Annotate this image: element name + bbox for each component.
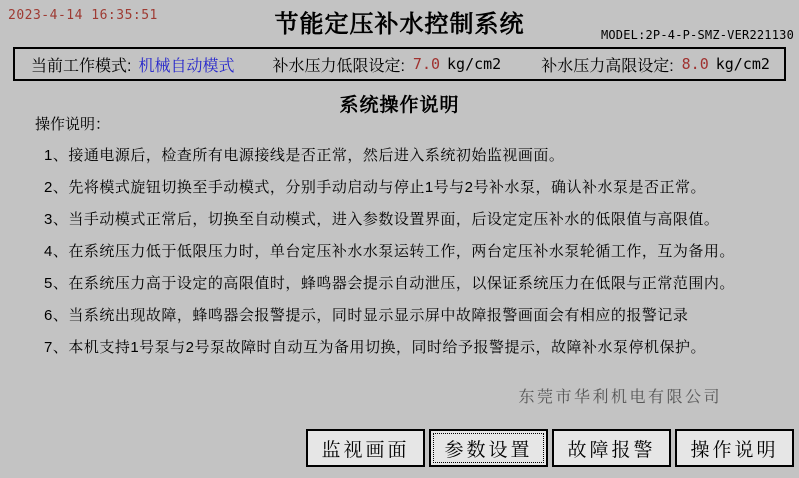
- instruction-item-5: 5、在系统压力高于设定的高限值时，蜂鸣器会提示自动泄压，以保证系统压力在低限与正常范围内。: [44, 275, 735, 292]
- nav-alarm-button[interactable]: 故障报警: [552, 429, 671, 467]
- page-title: 节能定压补水控制系统: [274, 11, 525, 38]
- high-limit-label: 补水压力高限设定:: [541, 57, 674, 75]
- instruction-item-4: 4、在系统压力低于低限压力时，单台定压补水水泵运转工作，两台定压补水泵轮循工作，互为备用。: [44, 243, 735, 260]
- nav-help-button[interactable]: 操作说明: [675, 429, 794, 467]
- nav-monitor-button[interactable]: 监视画面: [306, 429, 425, 467]
- instruction-item-7: 7、本机支持1号泵与2号泵故障时自动互为备用切换，同时给予报警提示，故障补水泵停机保护。: [44, 339, 707, 356]
- status-bar: [13, 47, 786, 81]
- low-limit-label: 补水压力低限设定:: [272, 57, 405, 75]
- instruction-item-6: 6、当系统出现故障，蜂鸣器会报警提示，同时显示显示屏中故障报警画面会有相应的报警记录: [44, 307, 689, 324]
- low-limit-unit: kg/cm2: [447, 55, 502, 73]
- work-mode-label: 当前工作模式:: [31, 57, 132, 75]
- instructions-intro: 操作说明：: [35, 116, 111, 133]
- timestamp: 2023-4-14 16:35:51: [8, 8, 158, 23]
- instruction-item-2: 2、先将模式旋钮切换至手动模式，分别手动启动与停止1号与2号补水泵，确认补水泵是否正常。: [44, 179, 707, 196]
- high-limit-unit: kg/cm2: [715, 55, 770, 73]
- instruction-item-3: 3、当手动模式正常后，切换至自动模式，进入参数设置界面，后设定定压补水的低限值与高限值。: [44, 211, 720, 228]
- model-number: MODEL:2P-4-P-SMZ-VER221130: [600, 28, 794, 42]
- section-title: 系统操作说明: [339, 95, 460, 116]
- instruction-item-1: 1、接通电源后，检查所有电源接线是否正常，然后进入系统初始监视画面。: [44, 147, 565, 164]
- nav-button-bar: [306, 429, 794, 467]
- work-mode-value: 机械自动模式: [138, 57, 235, 75]
- company-name: 东莞市华利机电有限公司: [518, 389, 722, 406]
- low-limit-value: 7.0: [412, 55, 441, 73]
- nav-params-button[interactable]: 参数设置: [429, 429, 548, 467]
- high-limit-value: 8.0: [681, 55, 709, 73]
- instruction-list: [44, 148, 791, 372]
